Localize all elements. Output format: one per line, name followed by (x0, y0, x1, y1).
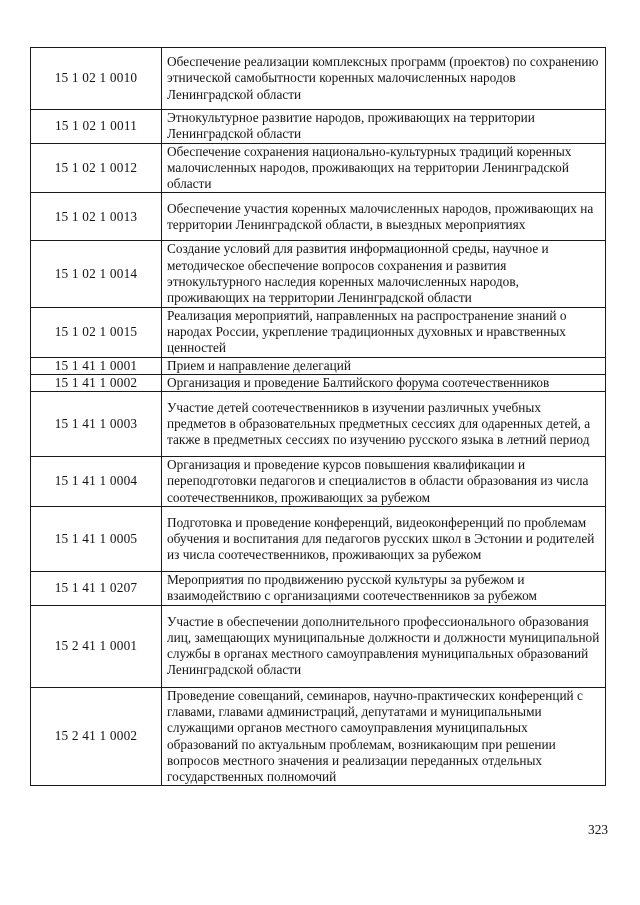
row-code: 15 1 02 1 0013 (31, 193, 162, 241)
row-description: Мероприятия по продвижению русской культуры за рубежом и взаимодействию с организациями соотечественников за рубежом (162, 572, 606, 606)
row-description: Проведение совещаний, семинаров, научно-практических конференций с главами, главами администраций, депутатами и муниципальными служащими органов местного самоуправления муниципальных образований по актуальным проблемам, возникающим при решении вопросов местного значения и реализации переданных отдельных государственных полномочий (162, 687, 606, 786)
row-description: Организация и проведение курсов повышения квалификации и переподготовки педагогов и специалистов в области образования из числа соотечественников, проживающих за рубежом (162, 457, 606, 507)
row-code: 15 1 02 1 0011 (31, 110, 162, 144)
table-row (31, 110, 606, 144)
row-code: 15 1 02 1 0015 (31, 307, 162, 357)
row-code: 15 1 41 1 0002 (31, 374, 162, 391)
row-description: Обеспечение сохранения национально-культурных традиций коренных малочисленных народов, проживающих на территории Ленинградской области (162, 143, 606, 193)
table-row (31, 572, 606, 606)
row-code: 15 1 41 1 0004 (31, 457, 162, 507)
row-code: 15 1 02 1 0010 (31, 48, 162, 110)
table-row (31, 687, 606, 786)
row-description: Обеспечение реализации комплексных программ (проектов) по сохранению этнической самобытности коренных малочисленных народов Ленинградской области (162, 48, 606, 110)
row-description: Этнокультурное развитие народов, проживающих на территории Ленинградской области (162, 110, 606, 144)
row-code: 15 2 41 1 0001 (31, 605, 162, 687)
row-code: 15 1 41 1 0207 (31, 572, 162, 606)
table-row (31, 193, 606, 241)
page-number: 323 (588, 822, 608, 837)
row-code: 15 1 02 1 0014 (31, 241, 162, 307)
table-row (31, 457, 606, 507)
table-row (31, 48, 606, 110)
row-code: 15 1 02 1 0012 (31, 143, 162, 193)
row-description: Организация и проведение Балтийского форума соотечественников (162, 374, 606, 391)
table-row (31, 605, 606, 687)
row-description: Подготовка и проведение конференций, видеоконференций по проблемам обучения и воспитания для педагогов русских школ в Эстонии и родителей из числа соотечественников, проживающих за рубежом (162, 507, 606, 572)
row-code: 15 1 41 1 0003 (31, 392, 162, 457)
table-row (31, 241, 606, 307)
budget-classification-table (30, 47, 606, 786)
row-description: Участие в обеспечении дополнительного профессионального образования лиц, замещающих муниципальные должности и должности муниципальной службы в органах местного самоуправления муниципальных образований Ленинградской области (162, 605, 606, 687)
table-body (31, 48, 606, 786)
table-row (31, 357, 606, 374)
table-row (31, 143, 606, 193)
table-row (31, 307, 606, 357)
row-code: 15 1 41 1 0001 (31, 357, 162, 374)
row-description: Участие детей соотечественников в изучении различных учебных предметов в образовательных предметных сессиях для одаренных детей, а также в предметных сессиях по изучению русского языка в летний период (162, 392, 606, 457)
row-description: Прием и направление делегаций (162, 357, 606, 374)
row-code: 15 1 41 1 0005 (31, 507, 162, 572)
table-row (31, 374, 606, 391)
table-row (31, 392, 606, 457)
row-description: Реализация мероприятий, направленных на распространение знаний о народах России, укрепление традиционных духовных и нравственных ценностей (162, 307, 606, 357)
row-description: Обеспечение участия коренных малочисленных народов, проживающих на территории Ленинградской области, в выездных мероприятиях (162, 193, 606, 241)
row-description: Создание условий для развития информационной среды, научное и методическое обеспечение вопросов сохранения и развития этнокультурного наследия коренных малочисленных народов, проживающих на территории Ленинградской области (162, 241, 606, 307)
row-code: 15 2 41 1 0002 (31, 687, 162, 786)
table-row (31, 507, 606, 572)
